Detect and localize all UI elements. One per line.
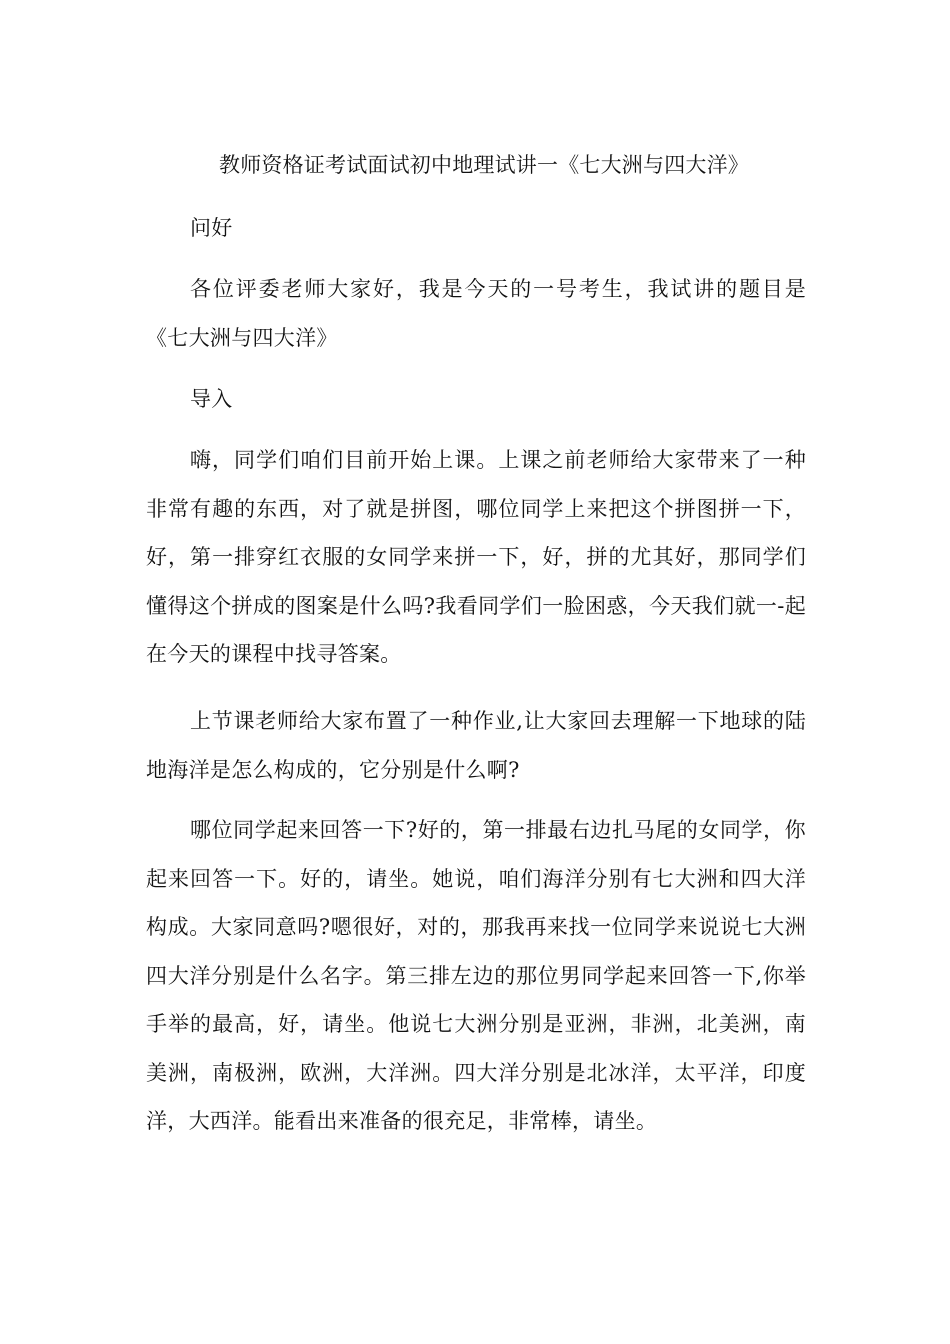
section-heading-greeting: 问好 (190, 216, 233, 240)
paragraph-answers: 哪位同学起来回答一下?好的，第一排最右边扎马尾的女同学，你起来回答一下。好的，请坐。她说，咱们海洋分别有七大洲和四大洋构成。大家同意吗?嗯很好，对的，那我再来找一位同学来说说七大洲四大洋分别是什么名字。第三排左边的那位男同学起来回答一下,你举手举的最高，好，请坐。他说七大洲分别是亚洲，非洲，北美洲，南美洲，南极洲，欧洲，大洋洲。四大洋分别是北冰洋，太平洋，印度洋，大西洋。能看出来准备的很充足，非常棒，请坐。 (146, 818, 806, 1133)
paragraph-introduction: 各位评委老师大家好，我是今天的一号考生，我试讲的题目是《七大洲与四大洋》 (146, 277, 806, 350)
paragraph-puzzle: 嗨，同学们咱们目前开始上课。上课之前老师给大家带来了一种非常有趣的东西，对了就是拼图，哪位同学上来把这个拼图拼一下，好，第一排穿红衣服的女同学来拼一下，好，拼的尤其好，那同学们懂得这个拼成的图案是什么吗?我看同学们一脸困惑，今天我们就一-起在今天的课程中找寻答案。 (146, 448, 806, 666)
section-heading-lead-in: 导入 (190, 387, 233, 411)
paragraph-homework: 上节课老师给大家布置了一种作业,让大家回去理解一下地球的陆地海洋是怎么构成的，它分别是什么啊? (146, 709, 806, 782)
document-title: 教师资格证考试面试初中地理试讲一《七大洲与四大洋》 (219, 153, 749, 177)
